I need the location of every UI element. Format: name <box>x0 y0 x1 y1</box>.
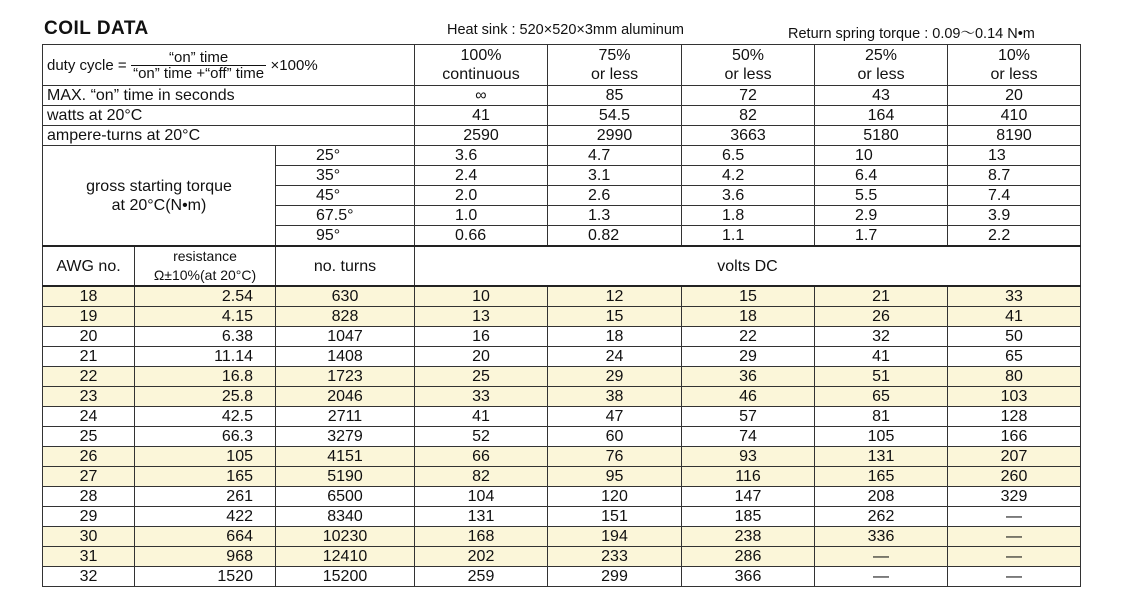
volts-cell: 82 <box>415 467 548 487</box>
resistance-cell: 261 <box>135 487 276 507</box>
volts-cell: 95 <box>548 467 682 487</box>
volts-cell: 41 <box>415 407 548 427</box>
torque-value: 0.82 <box>548 226 682 247</box>
duty-col-sub: continuous <box>442 66 520 83</box>
duty-col-pct: 10% <box>997 47 1031 64</box>
turns-cell: 4151 <box>276 447 415 467</box>
resistance-cell: 2.54 <box>135 286 276 307</box>
volts-cell: 33 <box>948 286 1081 307</box>
awg-cell: 25 <box>43 427 135 447</box>
volts-cell: 168 <box>415 527 548 547</box>
duty-col-10 <box>948 45 1081 86</box>
torque-value: 13 <box>948 146 1081 166</box>
torque-angle: 95° <box>276 226 415 247</box>
volts-cell: 165 <box>815 467 948 487</box>
volts-cell: 260 <box>948 467 1081 487</box>
torque-value: 4.7 <box>548 146 682 166</box>
volts-cell: 131 <box>415 507 548 527</box>
summary-value: ∞ <box>415 86 548 106</box>
turns-cell: 2046 <box>276 387 415 407</box>
summary-row-label: watts at 20°C <box>43 106 415 126</box>
coil-data-table <box>42 44 1081 587</box>
volts-cell: — <box>815 547 948 567</box>
summary-value: 72 <box>682 86 815 106</box>
volts-cell: 116 <box>682 467 815 487</box>
volts-cell: 233 <box>548 547 682 567</box>
volts-cell: 80 <box>948 367 1081 387</box>
volts-cell: 103 <box>948 387 1081 407</box>
volts-cell: 104 <box>415 487 548 507</box>
torque-value: 3.1 <box>548 166 682 186</box>
gross-torque-label <box>43 146 276 247</box>
resistance-header-line1: resistance <box>173 248 237 264</box>
torque-value: 2.2 <box>948 226 1081 247</box>
table-row <box>43 407 1081 427</box>
volts-cell: 38 <box>548 387 682 407</box>
torque-value: 3.6 <box>415 146 548 166</box>
volts-cell: 41 <box>948 307 1081 327</box>
torque-value: 10 <box>815 146 948 166</box>
volts-cell: 47 <box>548 407 682 427</box>
volts-dc-header: volts DC <box>415 246 1081 286</box>
gross-torque-line1: gross starting torque <box>86 177 232 195</box>
summary-value: 3663 <box>682 126 815 146</box>
turns-cell: 15200 <box>276 567 415 587</box>
volts-cell: 299 <box>548 567 682 587</box>
torque-value: 6.4 <box>815 166 948 186</box>
volts-cell: 166 <box>948 427 1081 447</box>
awg-cell: 20 <box>43 327 135 347</box>
volts-cell: 128 <box>948 407 1081 427</box>
volts-cell: 50 <box>948 327 1081 347</box>
awg-cell: 28 <box>43 487 135 507</box>
summary-value: 54.5 <box>548 106 682 126</box>
awg-cell: 26 <box>43 447 135 467</box>
volts-cell: 29 <box>548 367 682 387</box>
awg-cell: 23 <box>43 387 135 407</box>
volts-cell: 52 <box>415 427 548 447</box>
table-row <box>43 447 1081 467</box>
volts-cell: 57 <box>682 407 815 427</box>
volts-cell: — <box>948 547 1081 567</box>
summary-row <box>43 126 1081 146</box>
turns-cell: 6500 <box>276 487 415 507</box>
torque-value: 3.6 <box>682 186 815 206</box>
torque-value: 1.3 <box>548 206 682 226</box>
volts-cell: 18 <box>548 327 682 347</box>
resistance-cell: 165 <box>135 467 276 487</box>
summary-value: 41 <box>415 106 548 126</box>
table-row <box>43 286 1081 307</box>
volts-cell: 33 <box>415 387 548 407</box>
volts-cell: 22 <box>682 327 815 347</box>
volts-cell: 76 <box>548 447 682 467</box>
duty-col-50 <box>682 45 815 86</box>
resistance-cell: 664 <box>135 527 276 547</box>
turns-cell: 8340 <box>276 507 415 527</box>
resistance-cell: 66.3 <box>135 427 276 447</box>
table-row <box>43 347 1081 367</box>
awg-cell: 31 <box>43 547 135 567</box>
awg-header-row <box>43 246 1081 286</box>
volts-cell: 93 <box>682 447 815 467</box>
torque-value: 8.7 <box>948 166 1081 186</box>
volts-cell: 262 <box>815 507 948 527</box>
volts-cell: 41 <box>815 347 948 367</box>
torque-value: 1.8 <box>682 206 815 226</box>
volts-cell: 147 <box>682 487 815 507</box>
summary-value: 85 <box>548 86 682 106</box>
summary-value: 164 <box>815 106 948 126</box>
volts-cell: 25 <box>415 367 548 387</box>
volts-cell: 207 <box>948 447 1081 467</box>
summary-value: 5180 <box>815 126 948 146</box>
torque-angle: 67.5° <box>276 206 415 226</box>
volts-cell: 131 <box>815 447 948 467</box>
resistance-cell: 11.14 <box>135 347 276 367</box>
table-row <box>43 567 1081 587</box>
turns-cell: 1723 <box>276 367 415 387</box>
summary-value: 8190 <box>948 126 1081 146</box>
summary-value: 2990 <box>548 126 682 146</box>
resistance-cell: 16.8 <box>135 367 276 387</box>
duty-col-pct: 25% <box>864 47 898 64</box>
volts-cell: 65 <box>948 347 1081 367</box>
awg-cell: 19 <box>43 307 135 327</box>
volts-cell: 15 <box>682 286 815 307</box>
resistance-cell: 1520 <box>135 567 276 587</box>
volts-cell: 366 <box>682 567 815 587</box>
volts-cell: 32 <box>815 327 948 347</box>
turns-cell: 630 <box>276 286 415 307</box>
turns-cell: 10230 <box>276 527 415 547</box>
volts-cell: 51 <box>815 367 948 387</box>
volts-cell: — <box>948 527 1081 547</box>
table-row <box>43 547 1081 567</box>
volts-cell: 329 <box>948 487 1081 507</box>
volts-cell: 151 <box>548 507 682 527</box>
duty-cycle-formula <box>43 45 415 86</box>
turns-cell: 12410 <box>276 547 415 567</box>
volts-cell: 12 <box>548 286 682 307</box>
resistance-cell: 42.5 <box>135 407 276 427</box>
duty-col-sub: or less <box>590 66 639 83</box>
heat-sink-note: Heat sink : 520×520×3mm aluminum <box>447 22 684 38</box>
resistance-header <box>135 246 276 286</box>
torque-angle: 35° <box>276 166 415 186</box>
awg-cell: 21 <box>43 347 135 367</box>
volts-cell: 26 <box>815 307 948 327</box>
summary-value: 2590 <box>415 126 548 146</box>
volts-cell: 81 <box>815 407 948 427</box>
torque-value: 1.7 <box>815 226 948 247</box>
duty-cycle-label: duty cycle = <box>47 56 127 74</box>
page-header <box>0 0 1128 44</box>
table-row <box>43 427 1081 447</box>
torque-value: 2.6 <box>548 186 682 206</box>
volts-cell: 286 <box>682 547 815 567</box>
volts-cell: 202 <box>415 547 548 567</box>
summary-value: 43 <box>815 86 948 106</box>
gross-torque-line2: at 20°C(N•m) <box>111 196 207 214</box>
duty-col-sub: or less <box>724 66 772 83</box>
volts-cell: 24 <box>548 347 682 367</box>
table-row <box>43 387 1081 407</box>
torque-value: 2.9 <box>815 206 948 226</box>
awg-cell: 22 <box>43 367 135 387</box>
torque-row <box>43 146 1081 166</box>
spring-torque-note: Return spring torque : 0.09～0.14 N•m <box>788 26 1035 42</box>
volts-cell: 18 <box>682 307 815 327</box>
awg-cell: 32 <box>43 567 135 587</box>
volts-cell: 15 <box>548 307 682 327</box>
resistance-cell: 4.15 <box>135 307 276 327</box>
torque-value: 3.9 <box>948 206 1081 226</box>
summary-row <box>43 86 1081 106</box>
torque-value: 1.0 <box>415 206 548 226</box>
torque-value: 5.5 <box>815 186 948 206</box>
volts-cell: 259 <box>415 567 548 587</box>
volts-cell: — <box>948 507 1081 527</box>
volts-cell: 60 <box>548 427 682 447</box>
volts-cell: 29 <box>682 347 815 367</box>
volts-cell: 13 <box>415 307 548 327</box>
awg-cell: 30 <box>43 527 135 547</box>
duty-cycle-denominator: “on” time +“off” time <box>133 64 265 82</box>
table-row <box>43 307 1081 327</box>
volts-cell: 194 <box>548 527 682 547</box>
page-title: COIL DATA <box>44 18 149 39</box>
torque-angle: 25° <box>276 146 415 166</box>
volts-cell: 74 <box>682 427 815 447</box>
table-row <box>43 467 1081 487</box>
duty-col-100 <box>415 45 548 86</box>
duty-cycle-multiplier: ×100% <box>270 56 318 74</box>
resistance-cell: 422 <box>135 507 276 527</box>
duty-cycle-row <box>43 45 1081 86</box>
volts-cell: 238 <box>682 527 815 547</box>
torque-value: 0.66 <box>415 226 548 247</box>
volts-cell: 105 <box>815 427 948 447</box>
volts-cell: 16 <box>415 327 548 347</box>
awg-cell: 29 <box>43 507 135 527</box>
torque-value: 2.0 <box>415 186 548 206</box>
torque-value: 7.4 <box>948 186 1081 206</box>
volts-cell: — <box>815 567 948 587</box>
resistance-cell: 25.8 <box>135 387 276 407</box>
awg-cell: 27 <box>43 467 135 487</box>
table-row <box>43 487 1081 507</box>
duty-col-sub: or less <box>990 66 1038 83</box>
torque-value: 6.5 <box>682 146 815 166</box>
table-row <box>43 367 1081 387</box>
turns-cell: 1408 <box>276 347 415 367</box>
table-row <box>43 327 1081 347</box>
turns-cell: 1047 <box>276 327 415 347</box>
awg-cell: 24 <box>43 407 135 427</box>
summary-row-label: MAX. “on” time in seconds <box>43 86 415 106</box>
volts-cell: 46 <box>682 387 815 407</box>
turns-cell: 3279 <box>276 427 415 447</box>
turns-cell: 5190 <box>276 467 415 487</box>
turns-header: no. turns <box>276 246 415 286</box>
volts-cell: 36 <box>682 367 815 387</box>
summary-value: 82 <box>682 106 815 126</box>
duty-col-pct: 100% <box>460 47 502 64</box>
volts-cell: 66 <box>415 447 548 467</box>
summary-value: 410 <box>948 106 1081 126</box>
torque-angle: 45° <box>276 186 415 206</box>
table-row <box>43 507 1081 527</box>
torque-value: 1.1 <box>682 226 815 247</box>
awg-cell: 18 <box>43 286 135 307</box>
volts-cell: 120 <box>548 487 682 507</box>
resistance-cell: 6.38 <box>135 327 276 347</box>
volts-cell: 10 <box>415 286 548 307</box>
awg-header: AWG no. <box>43 246 135 286</box>
summary-row-label: ampere-turns at 20°C <box>43 126 415 146</box>
volts-cell: — <box>948 567 1081 587</box>
turns-cell: 828 <box>276 307 415 327</box>
turns-cell: 2711 <box>276 407 415 427</box>
resistance-header-line2: Ω±10%(at 20°C) <box>153 267 257 283</box>
duty-col-pct: 50% <box>731 47 765 64</box>
volts-cell: 208 <box>815 487 948 507</box>
volts-cell: 65 <box>815 387 948 407</box>
volts-cell: 185 <box>682 507 815 527</box>
volts-cell: 20 <box>415 347 548 367</box>
duty-col-75 <box>548 45 682 86</box>
summary-value: 20 <box>948 86 1081 106</box>
torque-value: 4.2 <box>682 166 815 186</box>
summary-row <box>43 106 1081 126</box>
duty-col-pct: 75% <box>598 47 631 64</box>
volts-cell: 336 <box>815 527 948 547</box>
table-row <box>43 527 1081 547</box>
resistance-cell: 105 <box>135 447 276 467</box>
resistance-cell: 968 <box>135 547 276 567</box>
volts-cell: 21 <box>815 286 948 307</box>
torque-value: 2.4 <box>415 166 548 186</box>
duty-cycle-fraction <box>131 50 266 81</box>
duty-cycle-numerator: “on” time <box>131 50 266 66</box>
duty-col-sub: or less <box>857 66 905 83</box>
duty-col-25 <box>815 45 948 86</box>
